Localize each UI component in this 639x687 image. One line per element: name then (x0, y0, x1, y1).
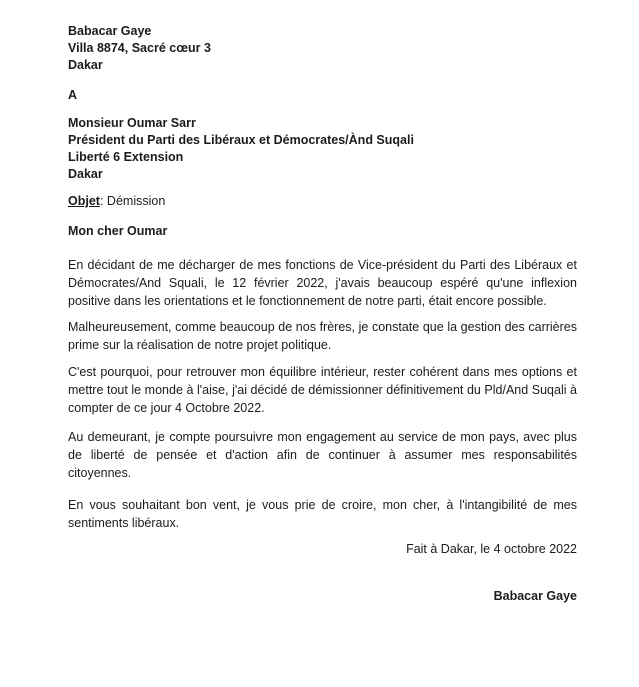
recipient-name: Monsieur Oumar Sarr (68, 116, 196, 130)
sender-address-line: Villa 8874, Sacré cœur 3 (68, 41, 211, 55)
recipient-marker: A (68, 88, 78, 102)
sender-address-block (68, 23, 577, 74)
body-paragraph-2: Malheureusement, comme beaucoup de nos frères, je constate que la gestion des carrières prime sur la réalisation de notre projet politique. (68, 320, 577, 352)
subject-line (68, 193, 577, 210)
recipient-city: Dakar (68, 167, 103, 181)
sender-name: Babacar Gaye (68, 24, 152, 38)
dateline: Fait à Dakar, le 4 octobre 2022 (406, 542, 577, 556)
body-paragraph-5: En vous souhaitant bon vent, je vous prie de croire, mon cher, à l'intangibilité de mes sentiments libéraux. (68, 498, 577, 530)
recipient-address-line: Liberté 6 Extension (68, 150, 184, 164)
body-paragraph-4: Au demeurant, je compte poursuivre mon engagement au service de mon pays, avec plus de liberté de pensée et d'action afin de continuer à assumer mes responsabilités citoyennes. (68, 430, 577, 480)
signature-name: Babacar Gaye (493, 589, 577, 603)
subject-value: Démission (106, 194, 166, 208)
body-paragraph-1: En décidant de me décharger de mes fonctions de Vice-président du Parti des Libéraux et Démocrates/And Squali, le 12 février 2022, j'avais beaucoup espéré qu'une inflexion positive dans les orientations et le fonctionnement de notre parti, était encore possible. (68, 258, 577, 308)
sender-city: Dakar (68, 58, 103, 72)
greeting: Mon cher Oumar (68, 224, 168, 238)
body-paragraph-3: C'est pourquoi, pour retrouver mon équilibre intérieur, rester cohérent dans mes options et mettre tout le monde à l'aise, j'ai décidé de démissionner définitivement du Pld/And Suqali à compter de ce jour 4 Octobre 2022. (68, 365, 577, 415)
subject-label: Objet (68, 194, 100, 208)
subject-separator: : (99, 194, 104, 208)
recipient-address-block (68, 115, 577, 183)
recipient-title: Président du Parti des Libéraux et Démocrates/Ànd Suqali (68, 133, 414, 147)
